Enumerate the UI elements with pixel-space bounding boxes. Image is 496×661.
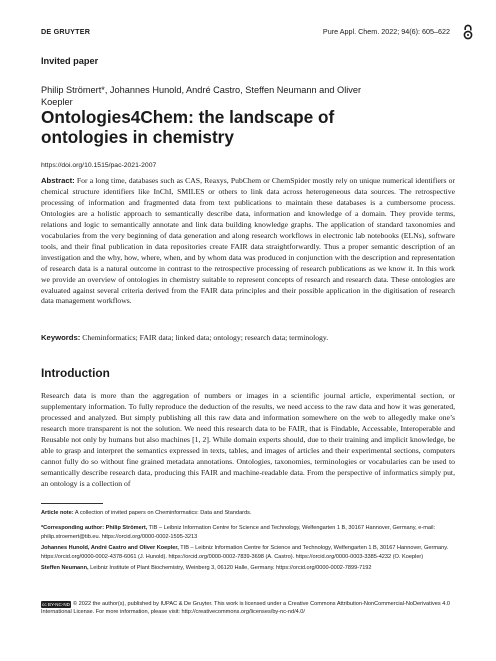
article-note-label: Article note: <box>41 510 74 516</box>
paper-title: Ontologies4Chem: the landscape of ontologies in chemistry <box>41 107 335 147</box>
coauthor-ipb-text: Leibniz Institute of Plant Biochemistry, Weinberg 3, 06120 Halle, Germany. https://orcid.org/0000-0002-7899-7192 <box>90 565 372 572</box>
coauthor-affiliation-tib <box>41 544 461 561</box>
license-text: © 2022 the author(s), published by IUPAC & De Gruyter. This work is licensed under a Creative Commons Attribution-NonCommercial-NoDerivatives 4.0 International License. For more information, please visit: http://creativecommons.org/licenses/by-nc-nd/4.0/ <box>41 601 450 616</box>
corresponding-author-note <box>41 524 461 541</box>
corresponding-author-text: TIB – Leibniz Information Centre for Science and Technology, Welfengarten 1 B, 30167 Hannover, Germany, e-mail: philip.stroemert@tib.eu. https://orcid.org/0000-0002-1595-3213 <box>41 525 436 540</box>
article-note <box>41 509 461 517</box>
footnotes <box>41 509 461 575</box>
abstract-text: For a long time, databases such as CAS, Reaxys, PubChem or ChemSpider mostly rely on unique numerical identifiers or chemical structure identifiers like InChI, SMILES or others to link data across heterogeneous data sources. The retrospective processing of information and fragmented data from text publications to maintain these databases is a cumbersome process. Ontologies are a holistic approach to semantically describe data, information and knowledge of a domain. They provide terms, relations and logic to semantically annotate and link data building knowledge graphs. The application of standard taxonomies and vocabularies from the very beginning of data generation and along research workflows in electronic lab notebooks (ELNs), software tools, and their final publication in data repositories create FAIR data straightforwardly. Thus a proper semantic description of an investigation and the why, how, where, when, and by whom data was produced in conjunction with the description and representation of research data is a natural outcome in contrast to the retrospective processing of research publications as we know it. In this work we provide an overview of ontologies in chemistry suitable to represent concepts of research and research data. These ontologies are evaluated against several criteria derived from the FAIR data principles and their possible application in the digitisation of research data management workflows. <box>41 176 456 306</box>
running-header <box>41 24 476 38</box>
section-heading-introduction: Introduction <box>41 366 110 380</box>
journal-reference: Pure Appl. Chem. 2022; 94(6): 605–622 <box>322 27 450 36</box>
footnote-divider <box>41 503 103 504</box>
coauthor-tib-text: TIB – Leibniz Information Centre for Science and Technology, Welfengarten 1 B, 30167 Hannover, Germany. https://orcid.org/0000-0002-4378-6061 (J. Hunold). https://orcid.org/0000-0002-7839-3698 (A. Castro). https://orcid.org/0000-0003-3385-4232 (O. Koepler) <box>41 545 449 560</box>
corresponding-author-label: *Corresponding author: Philip Strömert, <box>41 525 148 532</box>
coauthor-affiliation-ipb <box>41 564 461 572</box>
abstract <box>41 176 455 307</box>
keywords-label: Keywords: <box>41 333 81 342</box>
coauthor-ipb-label: Steffen Neumann, <box>41 565 89 572</box>
publisher-name: DE GRUYTER <box>41 27 91 36</box>
introduction-text: Research data is more than the aggregation of numbers or images in a scientific journal article, experimental section, or supplementary information. To fully reproduce the deduction of the results, we need access to the raw data and how it was generated, processed and analyzed. But simply publishing all this raw data and information somewhere on the web to allegedly make one’s research more transparent is not the solution. We need this research data to be FAIR, that is Findable, Accessable, Interoperable and Reusable not only by humans but also machines [1, 2]. While domain experts should, due to their training and implicit knowledge, be able to grasp and interpret the semantics expressed in texts, tables, and images of articles and their experimental sections, computers cannot fully do so without fine grained metadata annotations. Ontologies, taxonomies, terminologies or vocabularies can be used to semantically describe research data, producing this FAIR and machine-readable data. From the perspective of informatics simply put, an ontology is a collection of <box>41 391 455 488</box>
abstract-label: Abstract: <box>41 176 75 185</box>
keywords <box>41 333 455 343</box>
doi-link[interactable]: https://doi.org/10.1515/pac-2021-2007 <box>41 162 157 169</box>
article-type-label: Invited paper <box>41 56 99 66</box>
keywords-text: Cheminformatics; FAIR data; linked data; ontology; research data; terminology. <box>82 333 329 342</box>
article-note-text: A collection of invited papers on Cheminformatics: Data and Standards. <box>74 510 252 516</box>
license-statement <box>41 600 461 617</box>
coauthor-tib-label: Johannes Hunold, André Castro and Oliver Koepler, <box>41 545 179 552</box>
author-list: Philip Strömert*, Johannes Hunold, André Castro, Steffen Neumann and Oliver Koepler <box>41 85 362 107</box>
open-access-icon <box>462 24 474 40</box>
cc-license-badge[interactable]: cc BY-NC-ND <box>42 602 70 607</box>
